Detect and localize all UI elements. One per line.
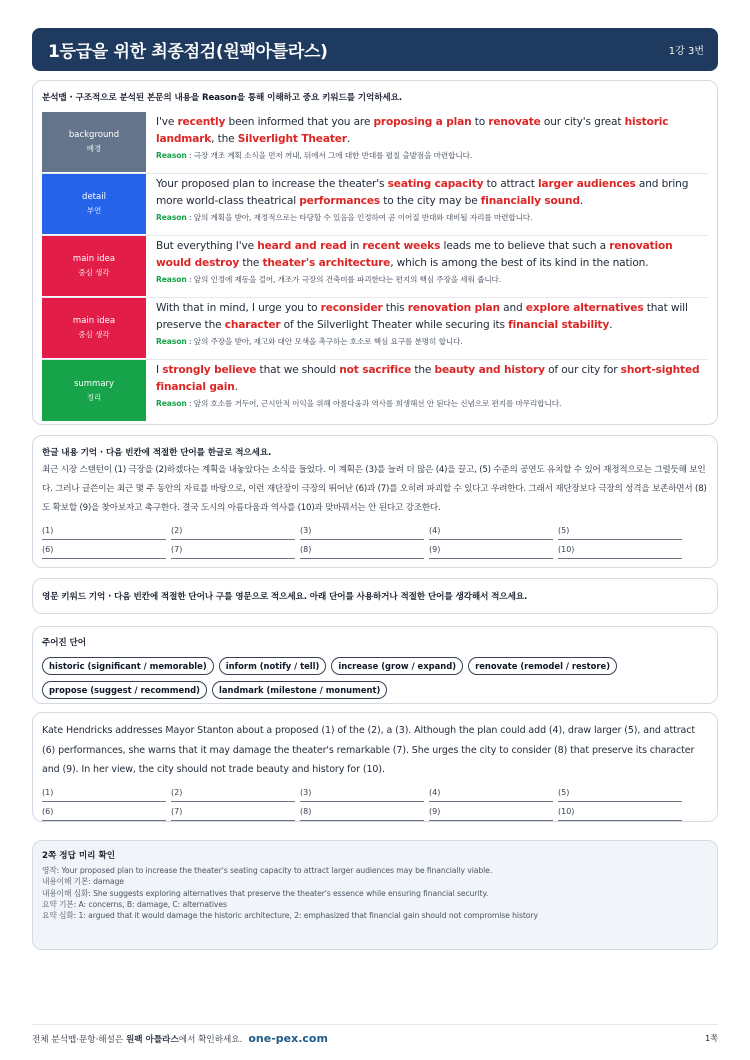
sentence: Your proposed plan to increase the theater's seating capacity to attract larger audiences and bring more world-class theatrical performances to the city may be financially sound. xyxy=(156,178,689,207)
keyword: recently xyxy=(177,116,226,128)
english-blank-field[interactable]: (7) xyxy=(171,807,295,821)
word-chips xyxy=(42,657,642,699)
given-words-title: 주어진 단어 xyxy=(42,638,86,648)
analysis-row xyxy=(42,174,708,236)
analysis-row xyxy=(42,112,708,174)
answer-lines xyxy=(42,865,708,921)
korean-blank-field[interactable]: (8) xyxy=(300,545,424,559)
page-title: 1등급을 위한 최종점검(원팩아틀라스) xyxy=(48,42,328,62)
keyword: renovation plan xyxy=(407,302,500,314)
english-blanks xyxy=(42,788,708,826)
reason-label: Reason xyxy=(156,399,187,408)
footer-text-pre: 전체 분석맵·문항·해설은 xyxy=(32,1035,126,1045)
keyword: larger audiences xyxy=(537,178,636,190)
word-chip: inform (notify / tell) xyxy=(219,657,327,675)
analysis-text xyxy=(146,174,708,235)
role-label-ko: 정리 xyxy=(86,392,102,402)
korean-recall-card xyxy=(32,435,718,568)
analysis-text xyxy=(146,298,708,359)
analysis-row xyxy=(42,360,708,422)
korean-blank-field[interactable]: (7) xyxy=(171,545,295,559)
keyword: renovation would destroy xyxy=(156,240,673,269)
answer-line: 요약 심화: 1: argued that it would damage the historic architecture, 2: emphasized that financial gain should not compromise history xyxy=(42,911,538,921)
role-label xyxy=(42,360,146,421)
reason-text: Reason : 앞의 주장을 받아, 재고와 대안 모색을 촉구하는 호소로 핵심 요구를 분명히 합니다. xyxy=(156,337,463,346)
reason-label: Reason xyxy=(156,213,187,222)
answer-line: 내용이해 심화: She suggests exploring alternatives that preserve the theater's essence while ensuring financial security. xyxy=(42,888,489,898)
keyword: performances xyxy=(299,194,381,207)
english-passage: Kate Hendricks addresses Mayor Stanton about a proposed (1) of the (2), a (3). Although the plan could add (4), draw larger (5), and attract (6) performances, she warns that it may damage the theater's remarkable (7). She urges the city to consider (8) that preserve its character and (9). In her view, the city should not trade beauty and history for (10). xyxy=(42,725,695,775)
korean-recall-title: 한글 내용 기억 · 다음 빈칸에 적절한 단어를 한글로 적으세요. xyxy=(42,448,272,458)
page-footer xyxy=(32,1032,718,1045)
footer-text-post: 에서 확인하세요. xyxy=(178,1035,243,1045)
given-words-card xyxy=(32,626,718,704)
keyword: financially sound xyxy=(480,194,580,207)
keyword: short-sighted financial gain xyxy=(156,364,700,393)
role-label xyxy=(42,112,146,172)
reason-label: Reason xyxy=(156,275,187,284)
analysis-row xyxy=(42,298,708,360)
analysis-rows xyxy=(42,112,708,422)
keyword: not sacrifice xyxy=(339,364,412,376)
english-recall-title: 영문 키워드 기억 · 다음 빈칸에 적절한 단어나 구를 영문으로 적으세요. 아래 단어를 사용하거나 적절한 단어를 생각해서 적으세요. xyxy=(42,592,528,602)
sentence: I strongly believe that we should not sacrifice the beauty and history of our city for short-sighted financial gain. xyxy=(156,364,700,393)
english-blank-field[interactable]: (4) xyxy=(429,788,553,802)
keyword: reconsider xyxy=(320,302,383,314)
answer-line: 영작: Your proposed plan to increase the theater's seating capacity to attract larger audiences may be financially viable. xyxy=(42,866,493,875)
english-blank-field[interactable]: (10) xyxy=(558,807,682,821)
answer-line: 내용이해 기본: damage xyxy=(42,877,124,887)
english-blank-field[interactable]: (2) xyxy=(171,788,295,802)
reason-text: Reason : 극장 개조 계획 소식을 먼저 꺼내, 뒤에서 그에 대한 반대를 펼칠 출발점을 마련합니다. xyxy=(156,151,473,160)
role-label-en: summary xyxy=(73,378,115,389)
korean-blank-field[interactable]: (9) xyxy=(429,545,553,559)
korean-blank-field[interactable]: (6) xyxy=(42,545,166,559)
keyword: proposing a plan xyxy=(373,116,472,128)
korean-blank-field[interactable]: (5) xyxy=(558,526,682,540)
keyword: explore alternatives xyxy=(525,302,644,314)
reason-text: Reason : 앞의 계획을 받아, 재정적으로는 타당할 수 있음을 인정하여 곧 이어질 반대와 대비될 자리를 마련합니다. xyxy=(156,213,533,222)
korean-paragraph: 최근 시장 스탠턴이 (1) 극장을 (2)하겠다는 계획을 내놓았다는 소식을 들었다. 이 계획은 (3)를 늘려 더 많은 (4)을 끌고, (5) 수준의 공연도 유치할 수 있어 재정적으로는 그럴듯해 보인다. 그러나 글쓴이는 최근 몇 주 동안의 자료를 바탕으로, 이런 재단장이 극장의 뛰어난 (6)과 (7)를 오히려 파괴할 수 있다고 우려한다. 그래서 재단장보다 극장의 성격을 보존하면서 (8)도 확보할 (9)을 찾아보자고 촉구한다. 결국 도시의 아름다움과 역사를 (10)과 맞바꿔서는 안 된다고 강조한다. xyxy=(42,465,707,513)
reason-text: Reason : 앞의 호소를 거두어, 근시안적 이익을 위해 아름다움과 역사를 희생해선 안 된다는 신념으로 편지를 마무리합니다. xyxy=(156,399,562,408)
word-chip: historic (significant / memorable) xyxy=(42,657,214,675)
role-label-en: main idea xyxy=(72,316,116,326)
page-number: 1쪽 xyxy=(705,1034,718,1043)
role-label-en: background xyxy=(68,130,120,140)
page-header xyxy=(32,28,718,71)
korean-blank-field[interactable]: (1) xyxy=(42,526,166,540)
keyword: seating capacity xyxy=(387,178,484,190)
word-chip: landmark (milestone / monument) xyxy=(212,681,387,699)
sentence: But everything I've heard and read in recent weeks leads me to believe that such a renovation would destroy the theater's architecture, which is among the best of its kind in the nation. xyxy=(156,240,673,269)
english-blank-field[interactable]: (1) xyxy=(42,788,166,802)
keyword: recent weeks xyxy=(362,240,441,252)
keyword: Silverlight Theater xyxy=(237,132,347,145)
lesson-label: 1강 3번 xyxy=(668,46,704,57)
english-blank-field[interactable]: (5) xyxy=(558,788,682,802)
word-chip: increase (grow / expand) xyxy=(331,657,463,675)
korean-blank-field[interactable]: (3) xyxy=(300,526,424,540)
analysis-text xyxy=(146,112,708,173)
english-blank-field[interactable]: (8) xyxy=(300,807,424,821)
footer-brand: 원팩 아틀라스 xyxy=(125,1035,179,1045)
english-blank-field[interactable]: (3) xyxy=(300,788,424,802)
keyword: beauty and history xyxy=(434,364,545,376)
sentence: With that in mind, I urge you to reconsider this renovation plan and explore alternatives that will preserve the character of the Silverlight Theater while securing its financial stability. xyxy=(156,302,688,331)
keyword: heard and read xyxy=(257,240,347,252)
analysis-text xyxy=(146,236,708,297)
korean-blank-field[interactable]: (10) xyxy=(558,545,682,559)
footer-text xyxy=(32,1032,328,1045)
answer-line: 요약 기본: A: concerns, B: damage, C: alternatives xyxy=(42,899,227,909)
analysis-row xyxy=(42,236,708,298)
keyword: strongly believe xyxy=(162,364,257,376)
role-label-ko: 배경 xyxy=(86,144,102,153)
analysis-text xyxy=(146,360,708,422)
role-label xyxy=(42,236,146,296)
english-passage-card xyxy=(32,712,718,822)
reason-text: Reason : 앞의 인정에 제동을 걸어, 개조가 극장의 건축미를 파괴한다는 편지의 핵심 주장을 세워 줍니다. xyxy=(156,275,502,284)
footer-divider xyxy=(32,1024,718,1025)
answer-preview-card xyxy=(32,840,718,950)
analysis-map-card xyxy=(32,80,718,425)
keyword: financial stability xyxy=(508,318,610,331)
role-label-en: detail xyxy=(82,192,106,202)
korean-blank-field[interactable]: (2) xyxy=(171,526,295,540)
analysis-title: 분석맵 · 구조적으로 분석된 본문의 내용을 Reason을 통해 이해하고 중요 키워드를 기억하세요. xyxy=(42,93,402,103)
keyword: historic landmark xyxy=(156,116,669,145)
korean-blank-field[interactable]: (4) xyxy=(429,526,553,540)
reason-label: Reason xyxy=(156,337,187,346)
role-label xyxy=(42,174,146,234)
keyword: character xyxy=(224,318,281,331)
role-label-ko: 중심 생각 xyxy=(78,268,110,277)
word-chip: renovate (remodel / restore) xyxy=(468,657,617,675)
answer-preview-title: 2쪽 정답 미리 확인 xyxy=(42,851,116,861)
keyword: renovate xyxy=(488,116,541,128)
english-blank-field[interactable]: (6) xyxy=(42,807,166,821)
reason-label: Reason xyxy=(156,151,187,160)
role-label-ko: 중심 생각 xyxy=(78,330,110,339)
korean-blanks xyxy=(42,526,708,564)
role-label xyxy=(42,298,146,358)
sentence: I've recently been informed that you are proposing a plan to renovate our city's great historic landmark, the Silverlight Theater. xyxy=(156,116,669,145)
role-label-en: main idea xyxy=(72,254,116,264)
word-chip: propose (suggest / recommend) xyxy=(42,681,207,699)
footer-site-link[interactable]: one-pex.com xyxy=(248,1032,328,1045)
english-blank-field[interactable]: (9) xyxy=(429,807,553,821)
keyword: theater's architecture xyxy=(262,256,391,269)
english-recall-card xyxy=(32,578,718,614)
role-label-ko: 부연 xyxy=(86,206,102,215)
